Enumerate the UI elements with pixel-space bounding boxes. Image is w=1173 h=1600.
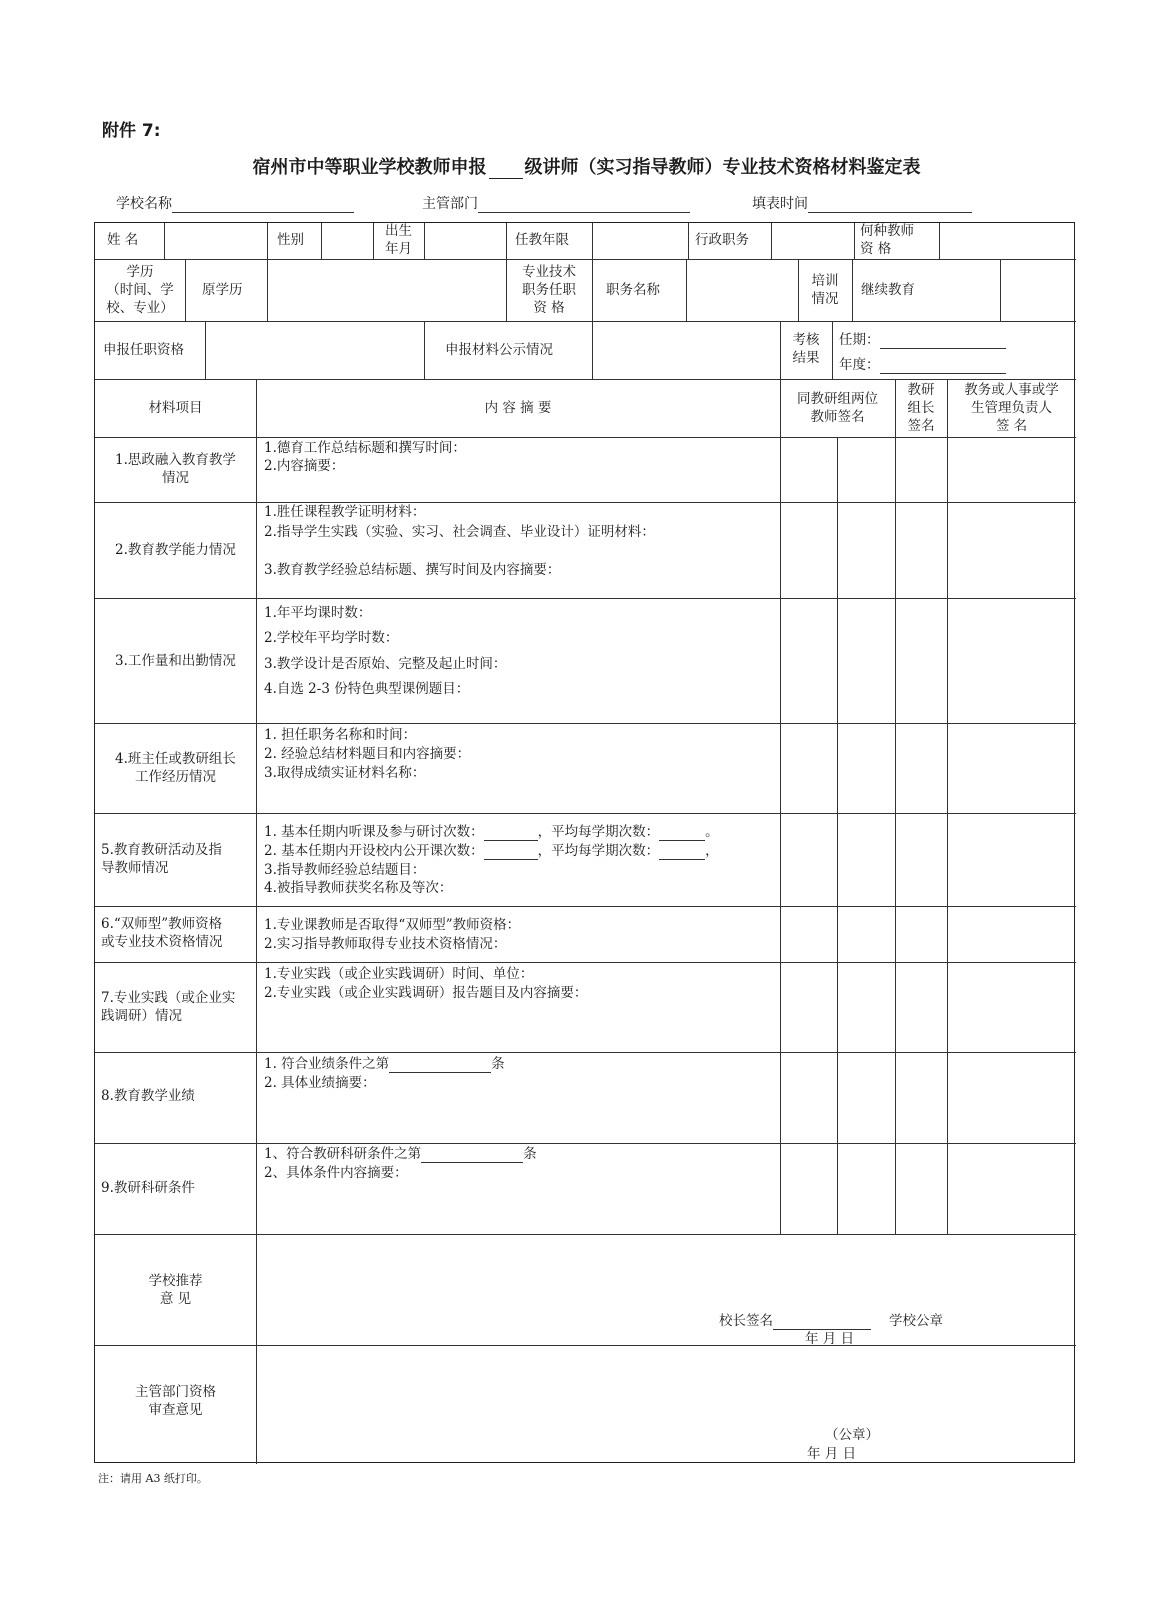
school-name-input[interactable] <box>172 196 354 213</box>
dept-review-label <box>95 1383 256 1419</box>
row-2-line: 1.胜任课程教学证明材料： <box>264 504 426 520</box>
row-1-line: 2.内容摘要： <box>264 458 345 474</box>
name-label: 姓 名 <box>107 232 139 248</box>
education-label <box>95 263 185 317</box>
school-recommend-label <box>95 1272 256 1308</box>
row-6-line: 2.实习指导教师取得专业技术资格情况： <box>264 936 507 952</box>
row-9-line: 2、具体条件内容摘要： <box>264 1165 408 1181</box>
item-header: 材料项目 <box>148 400 203 416</box>
row-4-line: 3.取得成绩实证材料名称： <box>264 765 426 781</box>
row-5-text: ，平均每学期次数： <box>537 824 660 840</box>
row-2-line: 3.教育教学经验总结标题、撰写时间及内容摘要： <box>264 562 561 578</box>
research-clause-input[interactable] <box>421 1149 523 1163</box>
item-label-line: 4.班主任或教研组长 <box>115 751 236 767</box>
item-label-line: 1.思政融入教育教学 <box>115 452 236 468</box>
row-3-line: 3.教学设计是否原始、完整及起止时间： <box>264 656 507 672</box>
col-divider <box>1000 259 1001 321</box>
gender-label: 性别 <box>277 232 304 248</box>
col-divider <box>771 223 772 259</box>
item-label-line: 情况 <box>162 470 189 486</box>
fill-date-label: 填表时间 <box>752 196 808 212</box>
row-divider <box>95 598 1076 599</box>
item-label-line: 或专业技术资格情况 <box>101 934 223 950</box>
principal-sign-label: 校长签名 <box>719 1313 773 1329</box>
fill-date-field <box>752 193 972 213</box>
school-seal-label: 学校公章 <box>889 1313 943 1329</box>
row-7-line: 1.专业实践（或企业实践调研）时间、单位： <box>264 966 534 982</box>
row-3-line: 4.自选 2-3 份特色典型课例题目： <box>264 681 470 697</box>
row-3-line: 2.学校年平均学时数： <box>264 630 399 646</box>
observe-count-input[interactable] <box>484 827 538 841</box>
original-edu-label: 原学历 <box>202 282 243 298</box>
teacher-qual-label <box>860 222 914 258</box>
department-input[interactable] <box>478 196 690 213</box>
col-divider <box>205 321 206 379</box>
open-class-count-input[interactable] <box>484 846 538 860</box>
col-divider <box>506 223 507 259</box>
row-8-line: 2. 具体业绩摘要： <box>264 1075 376 1091</box>
col-divider <box>947 379 948 1234</box>
item-9-label: 9.教研科研条件 <box>101 1180 195 1196</box>
row-divider <box>95 1143 1076 1144</box>
birth-label-line: 出生 <box>385 223 412 239</box>
col-divider <box>854 223 855 259</box>
recommend-date: 年 月 日 <box>805 1331 855 1347</box>
row-divider <box>95 723 1076 724</box>
training-label-line: 情况 <box>811 291 839 307</box>
col-divider <box>592 259 593 321</box>
row-divider <box>95 813 1076 814</box>
title-prefix: 宿州市中等职业学校教师申报 <box>252 157 487 178</box>
assess-label-line: 考核 <box>792 332 820 348</box>
item-4-label <box>95 750 256 786</box>
row-6-line: 1.专业课教师是否取得“双师型”教师资格： <box>264 917 521 933</box>
row-5-line <box>264 842 719 860</box>
prof-tech-label-line: 资 格 <box>533 300 565 316</box>
year-field <box>839 356 1006 374</box>
row-9-text: 1、符合教研科研条件之第 <box>264 1146 422 1162</box>
admin-sign-line: 签 名 <box>995 418 1028 434</box>
form-title <box>0 153 1173 179</box>
leader-sign-header <box>895 381 947 435</box>
col-divider <box>852 259 853 321</box>
row-9-text: 条 <box>523 1146 537 1162</box>
col-divider <box>267 223 268 259</box>
item-2-label: 2.教育教学能力情况 <box>115 542 236 558</box>
row-divider <box>95 1234 1076 1235</box>
prof-tech-label <box>506 263 592 317</box>
term-label: 任期： <box>839 332 880 348</box>
admin-position-label: 行政职务 <box>695 232 749 248</box>
item-label-line: 6.“双师型”教师资格 <box>101 916 223 932</box>
admin-sign-header <box>947 381 1076 435</box>
education-label-line: 学历 <box>126 264 154 280</box>
training-label <box>798 272 852 308</box>
row-5-line: 4.被指导教师获奖名称及等次： <box>264 880 453 896</box>
admin-sign-line: 教务或人事或学 <box>964 382 1059 398</box>
prof-tech-label-line: 专业技术 <box>522 264 576 280</box>
row-5-text: 1. 基本任期内听课及参与研讨次数： <box>264 824 484 840</box>
prof-tech-label-line: 职务任职 <box>522 282 576 298</box>
achievement-clause-input[interactable] <box>389 1059 491 1073</box>
principal-sign-field <box>719 1312 943 1330</box>
title-level-blank[interactable] <box>489 160 523 179</box>
education-label-line: 校、专业） <box>106 300 174 316</box>
fill-date-input[interactable] <box>808 196 972 213</box>
item-1-label <box>95 451 256 487</box>
dept-review-label-line: 审查意见 <box>148 1402 203 1418</box>
row-5-text: ，平均每学期次数： <box>537 843 660 859</box>
school-name-label: 学校名称 <box>116 196 172 212</box>
row-5-text: 2. 基本任期内开设校内公开课次数： <box>264 843 484 859</box>
col-divider <box>686 259 687 321</box>
public-label: 申报材料公示情况 <box>445 342 553 358</box>
apply-qual-label: 申报任职资格 <box>103 342 184 358</box>
recommend-label-line: 意 见 <box>159 1291 192 1307</box>
peer-sign-line: 教师签名 <box>810 409 865 425</box>
col-divider <box>256 379 257 1464</box>
item-6-label <box>101 915 223 951</box>
col-divider <box>837 437 838 1234</box>
col-divider <box>424 321 425 379</box>
col-divider <box>592 321 593 379</box>
summary-header: 内 容 摘 要 <box>484 400 552 416</box>
row-8-line <box>264 1055 505 1073</box>
col-divider <box>267 259 268 321</box>
title-suffix: 级讲师（实习指导教师）专业技术资格材料鉴定表 <box>524 157 921 178</box>
col-divider <box>780 379 781 1234</box>
row-divider <box>95 259 1076 260</box>
leader-sign-line: 签名 <box>907 418 935 434</box>
department-label: 主管部门 <box>422 196 478 212</box>
row-5-text: ， <box>705 843 719 859</box>
col-divider <box>424 223 425 259</box>
row-8-text: 条 <box>491 1056 505 1072</box>
form-table <box>94 222 1075 1463</box>
birth-label <box>373 222 424 258</box>
year-input[interactable] <box>880 360 1006 374</box>
footnote: 注：请用 A3 纸打印。 <box>98 1472 208 1485</box>
row-9-line <box>264 1145 537 1163</box>
assess-label-line: 结果 <box>792 350 820 366</box>
row-divider <box>95 379 1076 380</box>
col-divider <box>592 223 593 259</box>
row-divider <box>95 1345 1076 1346</box>
item-7-label <box>101 989 235 1025</box>
recommend-label-line: 学校推荐 <box>148 1273 203 1289</box>
birth-label-line: 年月 <box>385 241 412 257</box>
item-label-line: 践调研）情况 <box>101 1008 182 1024</box>
open-class-avg-input[interactable] <box>659 846 705 860</box>
item-5-label <box>101 841 222 877</box>
col-divider <box>321 223 322 259</box>
row-divider <box>95 1052 1076 1053</box>
row-5-line: 3.指导教师经验总结题目： <box>264 862 426 878</box>
col-divider <box>688 223 689 259</box>
row-2-line: 2.指导学生实践（实验、实习、社会调查、毕业设计）证明材料： <box>264 524 655 540</box>
row-7-line: 2.专业实践（或企业实践调研）报告题目及内容摘要： <box>264 985 588 1001</box>
row-divider <box>95 962 1076 963</box>
peer-sign-line: 同教研组两位 <box>797 391 878 407</box>
school-name-field <box>116 193 354 213</box>
teacher-qual-label-line: 资 格 <box>860 241 892 257</box>
col-divider <box>164 223 165 259</box>
dept-seal: （公章） <box>825 1427 879 1443</box>
col-divider <box>185 259 186 321</box>
continuing-edu-label: 继续教育 <box>861 282 915 298</box>
row-divider <box>95 906 1076 907</box>
position-name-label: 职务名称 <box>606 282 660 298</box>
row-8-text: 1. 符合业绩条件之第 <box>264 1056 390 1072</box>
item-8-label: 8.教育教学业绩 <box>101 1088 195 1104</box>
row-divider <box>95 437 1076 438</box>
attachment-label: 附件 7: <box>102 121 161 141</box>
row-3-line: 1.年平均课时数： <box>264 605 372 621</box>
department-field <box>422 193 690 213</box>
term-field <box>839 331 1006 349</box>
term-input[interactable] <box>880 335 1006 349</box>
item-label-line: 5.教育教研活动及指 <box>101 842 222 858</box>
year-label: 年度： <box>839 357 880 373</box>
peer-sign-header <box>780 390 895 426</box>
training-label-line: 培训 <box>811 273 839 289</box>
col-divider <box>832 321 833 379</box>
observe-avg-input[interactable] <box>659 827 705 841</box>
teaching-years-label: 任教年限 <box>515 232 569 248</box>
row-divider <box>95 502 1076 503</box>
row-4-line: 2. 经验总结材料题目和内容摘要： <box>264 746 471 762</box>
row-1-line: 1.德育工作总结标题和撰写时间： <box>264 440 466 456</box>
assess-label <box>780 331 832 367</box>
dept-review-date: 年 月 日 <box>807 1446 857 1462</box>
item-label-line: 导教师情况 <box>101 860 169 876</box>
item-3-label: 3.工作量和出勤情况 <box>115 653 236 669</box>
education-label-line: （时间、学 <box>106 282 174 298</box>
item-label-line: 工作经历情况 <box>135 769 216 785</box>
leader-sign-line: 组长 <box>907 400 935 416</box>
dept-review-label-line: 主管部门资格 <box>135 1384 216 1400</box>
principal-sign-input[interactable] <box>773 1316 871 1330</box>
teacher-qual-label-line: 何种教师 <box>860 223 914 239</box>
admin-sign-line: 生管理负责人 <box>971 400 1052 416</box>
col-divider <box>939 223 940 259</box>
row-5-line <box>264 823 719 841</box>
col-divider <box>895 379 896 1234</box>
row-divider <box>95 321 1076 322</box>
row-5-text: 。 <box>705 824 719 840</box>
leader-sign-line: 教研 <box>907 382 935 398</box>
row-4-line: 1. 担任职务名称和时间： <box>264 727 417 743</box>
item-label-line: 7.专业实践（或企业实 <box>101 990 236 1006</box>
